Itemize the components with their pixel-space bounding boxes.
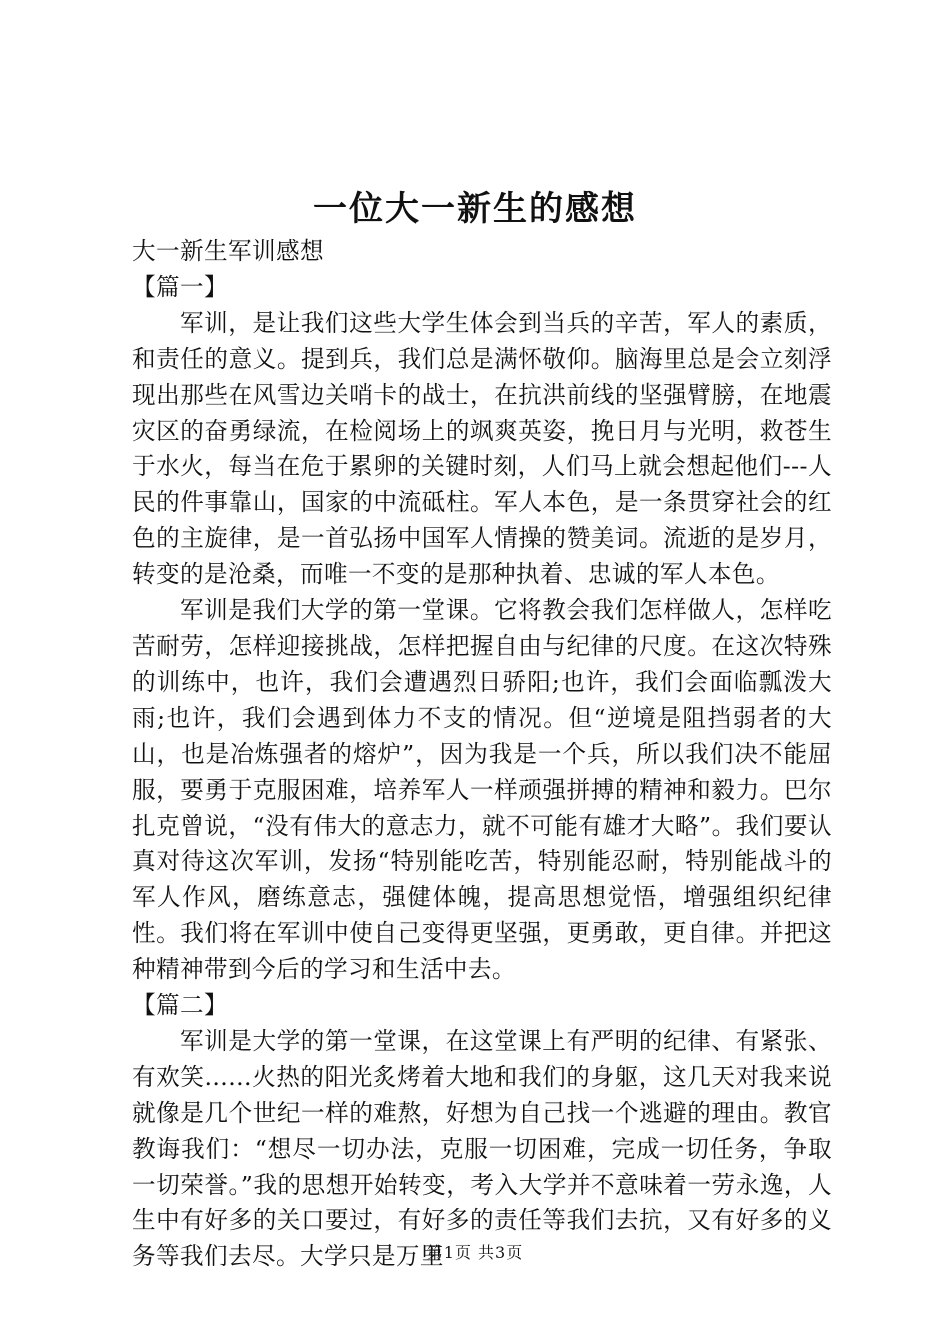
document-title: 一位大一新生的感想 [313,189,637,229]
paragraph-2: 军训是我们大学的第一堂课。它将教会我们怎样做人，怎样吃苦耐劳，怎样迎接挑战，怎样把握自由与纪律的尺度。在这次特殊的训练中，也许，我们会遭遇烈日骄阳;也许，我们会面临瓢泼大雨;也许，我们会遇到体力不支的情况。但“逆境是阻挡弱者的大山，也是冶炼强者的熔炉”，因为我是一个兵，所以我们决不能屈服，要勇于克服困难，培养军人一样顽强拼搏的精神和毅力。巴尔扎克曾说，“没有伟大的意志力，就不可能有雄才大略”。我们要认真对待这次军训，发扬“特别能吃苦，特别能忍耐，特别能战斗的军人作风，磨练意志，强健体魄，提高思想觉悟，增强组织纪律性。我们将在军训中使自己变得更坚强，更勇敢，更自律。并把这种精神带到今后的学习和生活中去。 [132,596,832,984]
section-heading-one: 【篇一】 [132,272,228,301]
document-subtitle: 大一新生军训感想 [132,237,324,265]
document-body [132,234,832,1275]
page-footer: 第1页 共3页 [426,1243,524,1262]
section-heading-two: 【篇二】 [132,991,228,1020]
paragraph-3: 军训是大学的第一堂课，在这堂课上有严明的纪律、有紧张、有欢笑......火热的阳光炙烤着大地和我们的身躯，这几天对我来说就像是几个世纪一样的难熬，好想为自己找一个逃避的理由。教官教诲我们：“想尽一切办法，克服一切困难，完成一切任务，争取一切荣誉。”我的思想开始转变，考入大学并不意味着一劳永逸，人生中有好多的关口要过，有好多的责任等我们去抗，又有好多的义务等我们去尽。大学只是万里 [132,1026,832,1271]
paragraph-1: 军训，是让我们这些大学生体会到当兵的辛苦，军人的素质，和责任的意义。提到兵，我们总是满怀敬仰。脑海里总是会立刻浮现出那些在风雪边关哨卡的战士，在抗洪前线的坚强臂膀，在地震灾区的奋勇绿流，在检阅场上的飒爽英姿，挽日月与光明，救苍生于水火，每当在危于累卵的关键时刻，人们马上就会想起他们---人民的件事靠山，国家的中流砥柱。军人本色，是一条贯穿社会的红色的主旋律，是一首弘扬中国军人情操的赞美词。流逝的是岁月，转变的是沧桑，而唯一不变的是那种执着、忠诚的军人本色。 [132,308,832,589]
